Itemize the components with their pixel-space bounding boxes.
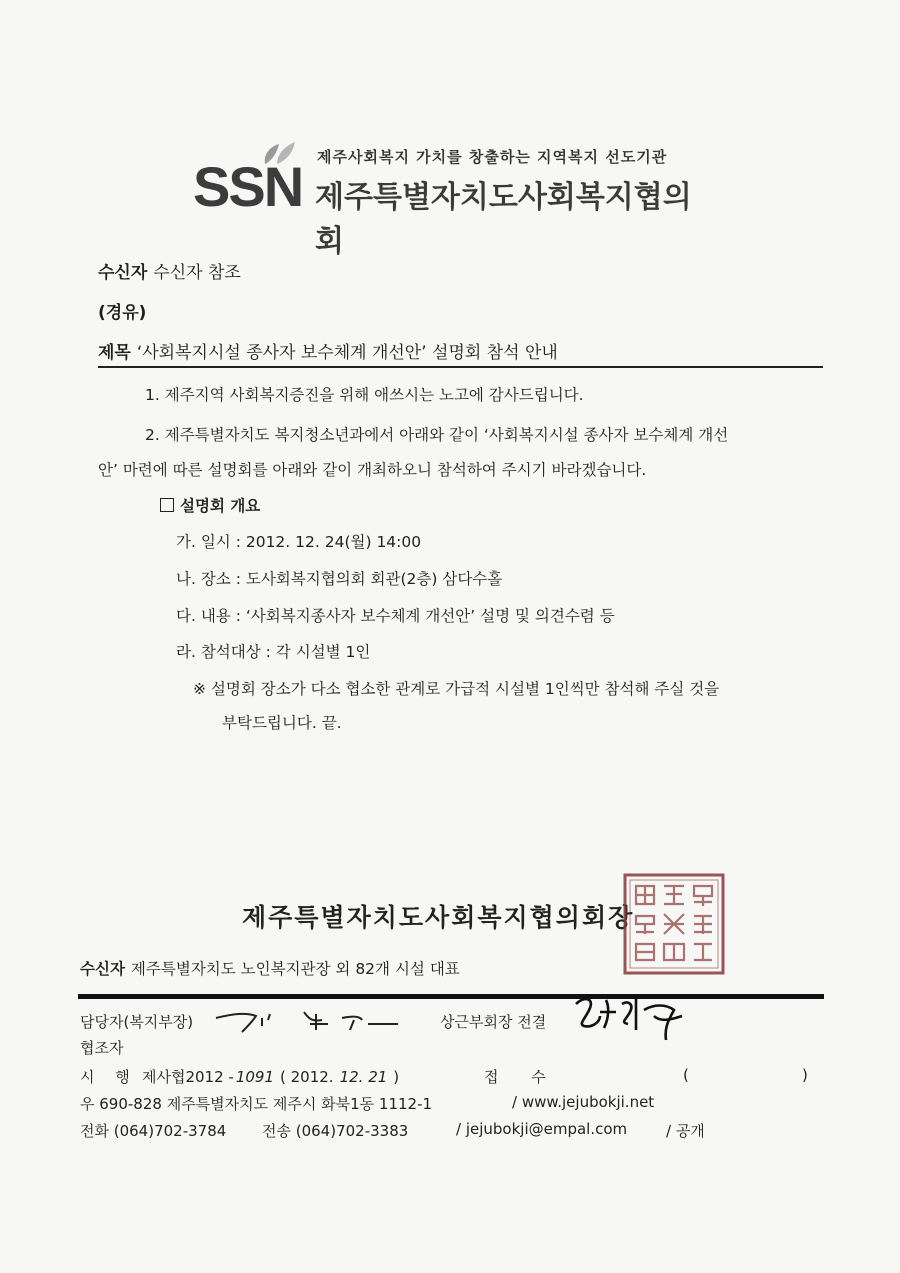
receive-close-paren: ) [802,1066,808,1084]
issue-label: 시 행 [80,1068,138,1086]
fax-number: 전송 (064)702-3383 [262,1122,409,1140]
issuer-title: 제주특별자치도사회복지협의회장 [242,903,635,932]
org-name: 제주특별자치도사회복지협의회 [315,180,692,259]
recipients-label: 수신자 [80,960,125,978]
vice-president-signature-icon [570,986,690,1048]
issue-date-suffix: ) [393,1068,400,1086]
issue-handwritten-number: 1091 [235,1068,275,1086]
cooperator-label: 협조자 [80,1039,124,1057]
issue-line [80,1066,399,1087]
footer-divider [78,994,824,999]
email-link[interactable]: / jejubokji@empal.com [456,1120,628,1138]
phone-number: 전화 (064)702-3784 [80,1122,227,1140]
recipients-field [80,957,460,979]
official-seal-icon [622,872,726,976]
receive-label: 접 수 [484,1068,560,1086]
note-line-2: 부탁드립니다. 끝. [222,714,342,732]
subject-value: ‘사회복지시설 종사자 보수체계 개선안’ 설명회 참석 안내 [136,343,558,363]
vice-president-label: 상근부회장 전결 [440,1013,547,1031]
subject-divider [98,366,823,368]
website-link[interactable]: / www.jejubokji.net [512,1093,655,1111]
via-field [98,298,152,323]
staff-label: 담당자(복지부장) [80,1013,194,1031]
staff-signature-icon [212,1004,402,1036]
overview-item-attendees: 라. 참석대상 : 각 시설별 1인 [176,643,371,661]
overview-item-date: 가. 일시 : 2012. 12. 24(월) 14:00 [176,533,422,551]
issue-date-handwritten: 12. 21 [339,1068,388,1086]
section-title: 설명회 개요 [180,497,261,515]
issue-date-prefix: ( 2012. [280,1068,334,1086]
recipient-value: 수신자 참조 [153,263,241,283]
overview-item-place: 나. 장소 : 도사회복지협의회 회관(2층) 삼다수홀 [176,570,503,588]
receive-open-paren: ( [683,1066,689,1084]
recipient-field [98,258,241,283]
recipient-label: 수신자 [98,263,148,283]
subject-field [98,338,558,363]
paragraph-1: 1. 제주지역 사회복지증진을 위해 애쓰시는 노고에 감사드립니다. [145,386,584,404]
note-line-1: ※ 설명회 장소가 다소 협소한 관계로 가급적 시설별 1인씩만 참석해 주실 것을 [193,680,720,698]
postal-address: 우 690-828 제주특별자치도 제주시 화북1동 1112-1 [80,1095,433,1113]
subject-label: 제목 [98,343,131,363]
via-label: (경유) [98,303,147,323]
square-bullet-icon [160,498,174,512]
organization-logo [193,140,713,259]
logo-text: SSN [193,155,303,218]
recipients-value: 제주특별자치도 노인복지관장 외 82개 시설 대표 [130,960,460,978]
overview-item-content: 다. 내용 : ‘사회복지종사자 보수체계 개선안’ 설명 및 의견수렴 등 [176,607,615,625]
paragraph-2-line-1: 2. 제주특별자치도 복지청소년과에서 아래와 같이 ‘사회복지시설 종사자 보수체계 개선 [145,426,729,444]
disclosure-status: / 공개 [666,1122,705,1140]
section-heading [160,494,260,516]
paragraph-2-line-2: 안’ 마련에 따른 설명회를 아래와 같이 개최하오니 참석하여 주시기 바라겠습니다. [98,461,647,479]
slogan: 제주사회복지 가치를 창출하는 지역복지 선도기관 [317,148,668,166]
issue-number: 제사협2012 - [142,1068,234,1086]
